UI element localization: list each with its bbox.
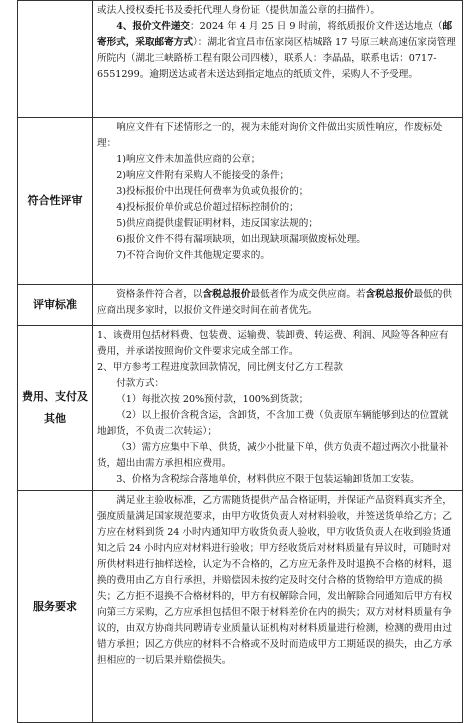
- compliance-item: 1)响应文件未加盖供应商的公章；: [116, 154, 261, 165]
- compliance-intro: 响应文件有下述情形之一的，视为未能对询价文件做出实质性响应，作废标处理：: [97, 122, 443, 149]
- row-service-content: [93, 491, 463, 723]
- compliance-item: 6)报价文件不得有漏项缺项，如出现缺项漏项做废标处理。: [116, 234, 366, 245]
- row-evaluation: [18, 285, 463, 326]
- document-page: [17, 0, 463, 723]
- row-submission-content: [93, 1, 463, 118]
- row-evaluation-label: 评审标准: [18, 285, 93, 326]
- evaluation-text: 资格条件符合者，以含税总报价最低者作为成交供应商。若含税总报价最低的供应商出现多家时，以报价文件递交时间在前者优先。: [97, 289, 452, 316]
- row-payment: [18, 326, 463, 491]
- row-submission: [18, 1, 463, 118]
- payment-item: （3）需方应集中下单、供货，减少小批量下单，供方负责不超过两次小批量补货，超出由需方承担相应费用。: [97, 442, 449, 469]
- compliance-item: 5)供应商提供虚假证明材料，违反国家法规的；: [116, 218, 318, 229]
- compliance-item: 3)投标报价中出现任何费率为负或负报价的；: [116, 186, 309, 197]
- auth-line: 或法人授权委托书及委托代理人身份证（提供加盖公章的扫描件）。: [97, 5, 381, 16]
- item4-paragraph: [97, 19, 458, 83]
- compliance-item: 4)投标报价单价或总价超过招标控制价的；: [116, 202, 299, 213]
- payment-item: 1、该费用包括材料费、包装费、运输费、装卸费、转运费、利润、风险等各种应有费用，并承诺按照询价文件要求完成全部工作。: [97, 330, 449, 357]
- requirements-table: [17, 0, 463, 723]
- item4-title: 4、报价文件递交: [116, 21, 191, 32]
- payment-item: 3、价格为含税综合落地单价，材料供应不限于包装运输卸货加工安装。: [116, 474, 420, 485]
- payment-item: （2）以上报价含税含运，含卸货，不含加工费（负责原车辆能够到达的位置就地卸货，不负责二次转运）；: [97, 410, 449, 437]
- row-service-label: 服务要求: [18, 491, 93, 723]
- row-compliance-label: 符合性评审: [18, 118, 93, 285]
- item4-address: ）：湖北省宜昌市伍家岗区桔城路 17 号原三峡高速伍家岗管理所院内（湖北三峡路桥工程有限公司四楼），联系人：李晶晶，联系电话：0717-6551299。逾期送达或者未送达到指定地点的纸质文件，采购人不予受理。: [97, 37, 456, 80]
- row-submission-label: [18, 1, 93, 118]
- payment-item: 2、甲方参考工程进度款回款情况，同比例支付乙方工程款: [97, 362, 343, 373]
- payment-label-line2: 其他: [44, 412, 66, 425]
- row-payment-label: [18, 326, 93, 491]
- item4-mail-method: 邮寄形式，采取邮寄方式: [97, 21, 453, 48]
- item4-text: ：2024 年 4 月 25 日 9 时前，将纸质报价文件送达地点（: [190, 21, 443, 32]
- row-service: [18, 491, 463, 723]
- compliance-item: 7)不符合询价文件其他规定要求的。: [116, 250, 270, 261]
- payment-item: 付款方式：: [116, 378, 165, 389]
- row-payment-content: [93, 326, 463, 491]
- payment-item: （1）每批次按 20%预付款，100%到货款；: [116, 394, 309, 405]
- compliance-item: 2)响应文件附有采购人不能接受的条件；: [116, 170, 290, 181]
- row-compliance-content: [93, 118, 463, 285]
- service-text: 满足业主验收标准，乙方需随货提供产品合格证明，并保证产品资料真实齐全，强度质量满足国家规范要求，由甲方收货负责人对材料验收，并签送货单给乙方；乙方应在材料到货 24 小时内通知甲方收货负责人验收，甲方收货负责人在收到验货通知之后 24 小时内应对材料进行验收；甲方经收货后对材料质量有异议时，可随时对所供材料进行抽样送检，认定为不合格的，乙方应无条件及时退换不合格的材料，退换的费用由乙方自行承担，并赔偿因未按约定及时交付合格的货物给甲方造成的损失；乙方拒不退换不合格材料的，甲方有权解除合同，发出解除合同通知后甲方有权向第三方采购，乙方应承担包括但不限于材料差价在内的损失；双方对材料质量有争议的，由双方协商共同聘请专业质量认证机构对材料质量进行检测，检测的费用由过错方承担；因乙方供应的材料不合格或不及时而造成甲方工期延误的损失，由乙方承担相应的一切后果并赔偿损失。: [97, 495, 452, 666]
- payment-label-line1: 费用、支付及: [22, 390, 88, 403]
- row-evaluation-content: [93, 285, 463, 326]
- row-compliance: [18, 118, 463, 285]
